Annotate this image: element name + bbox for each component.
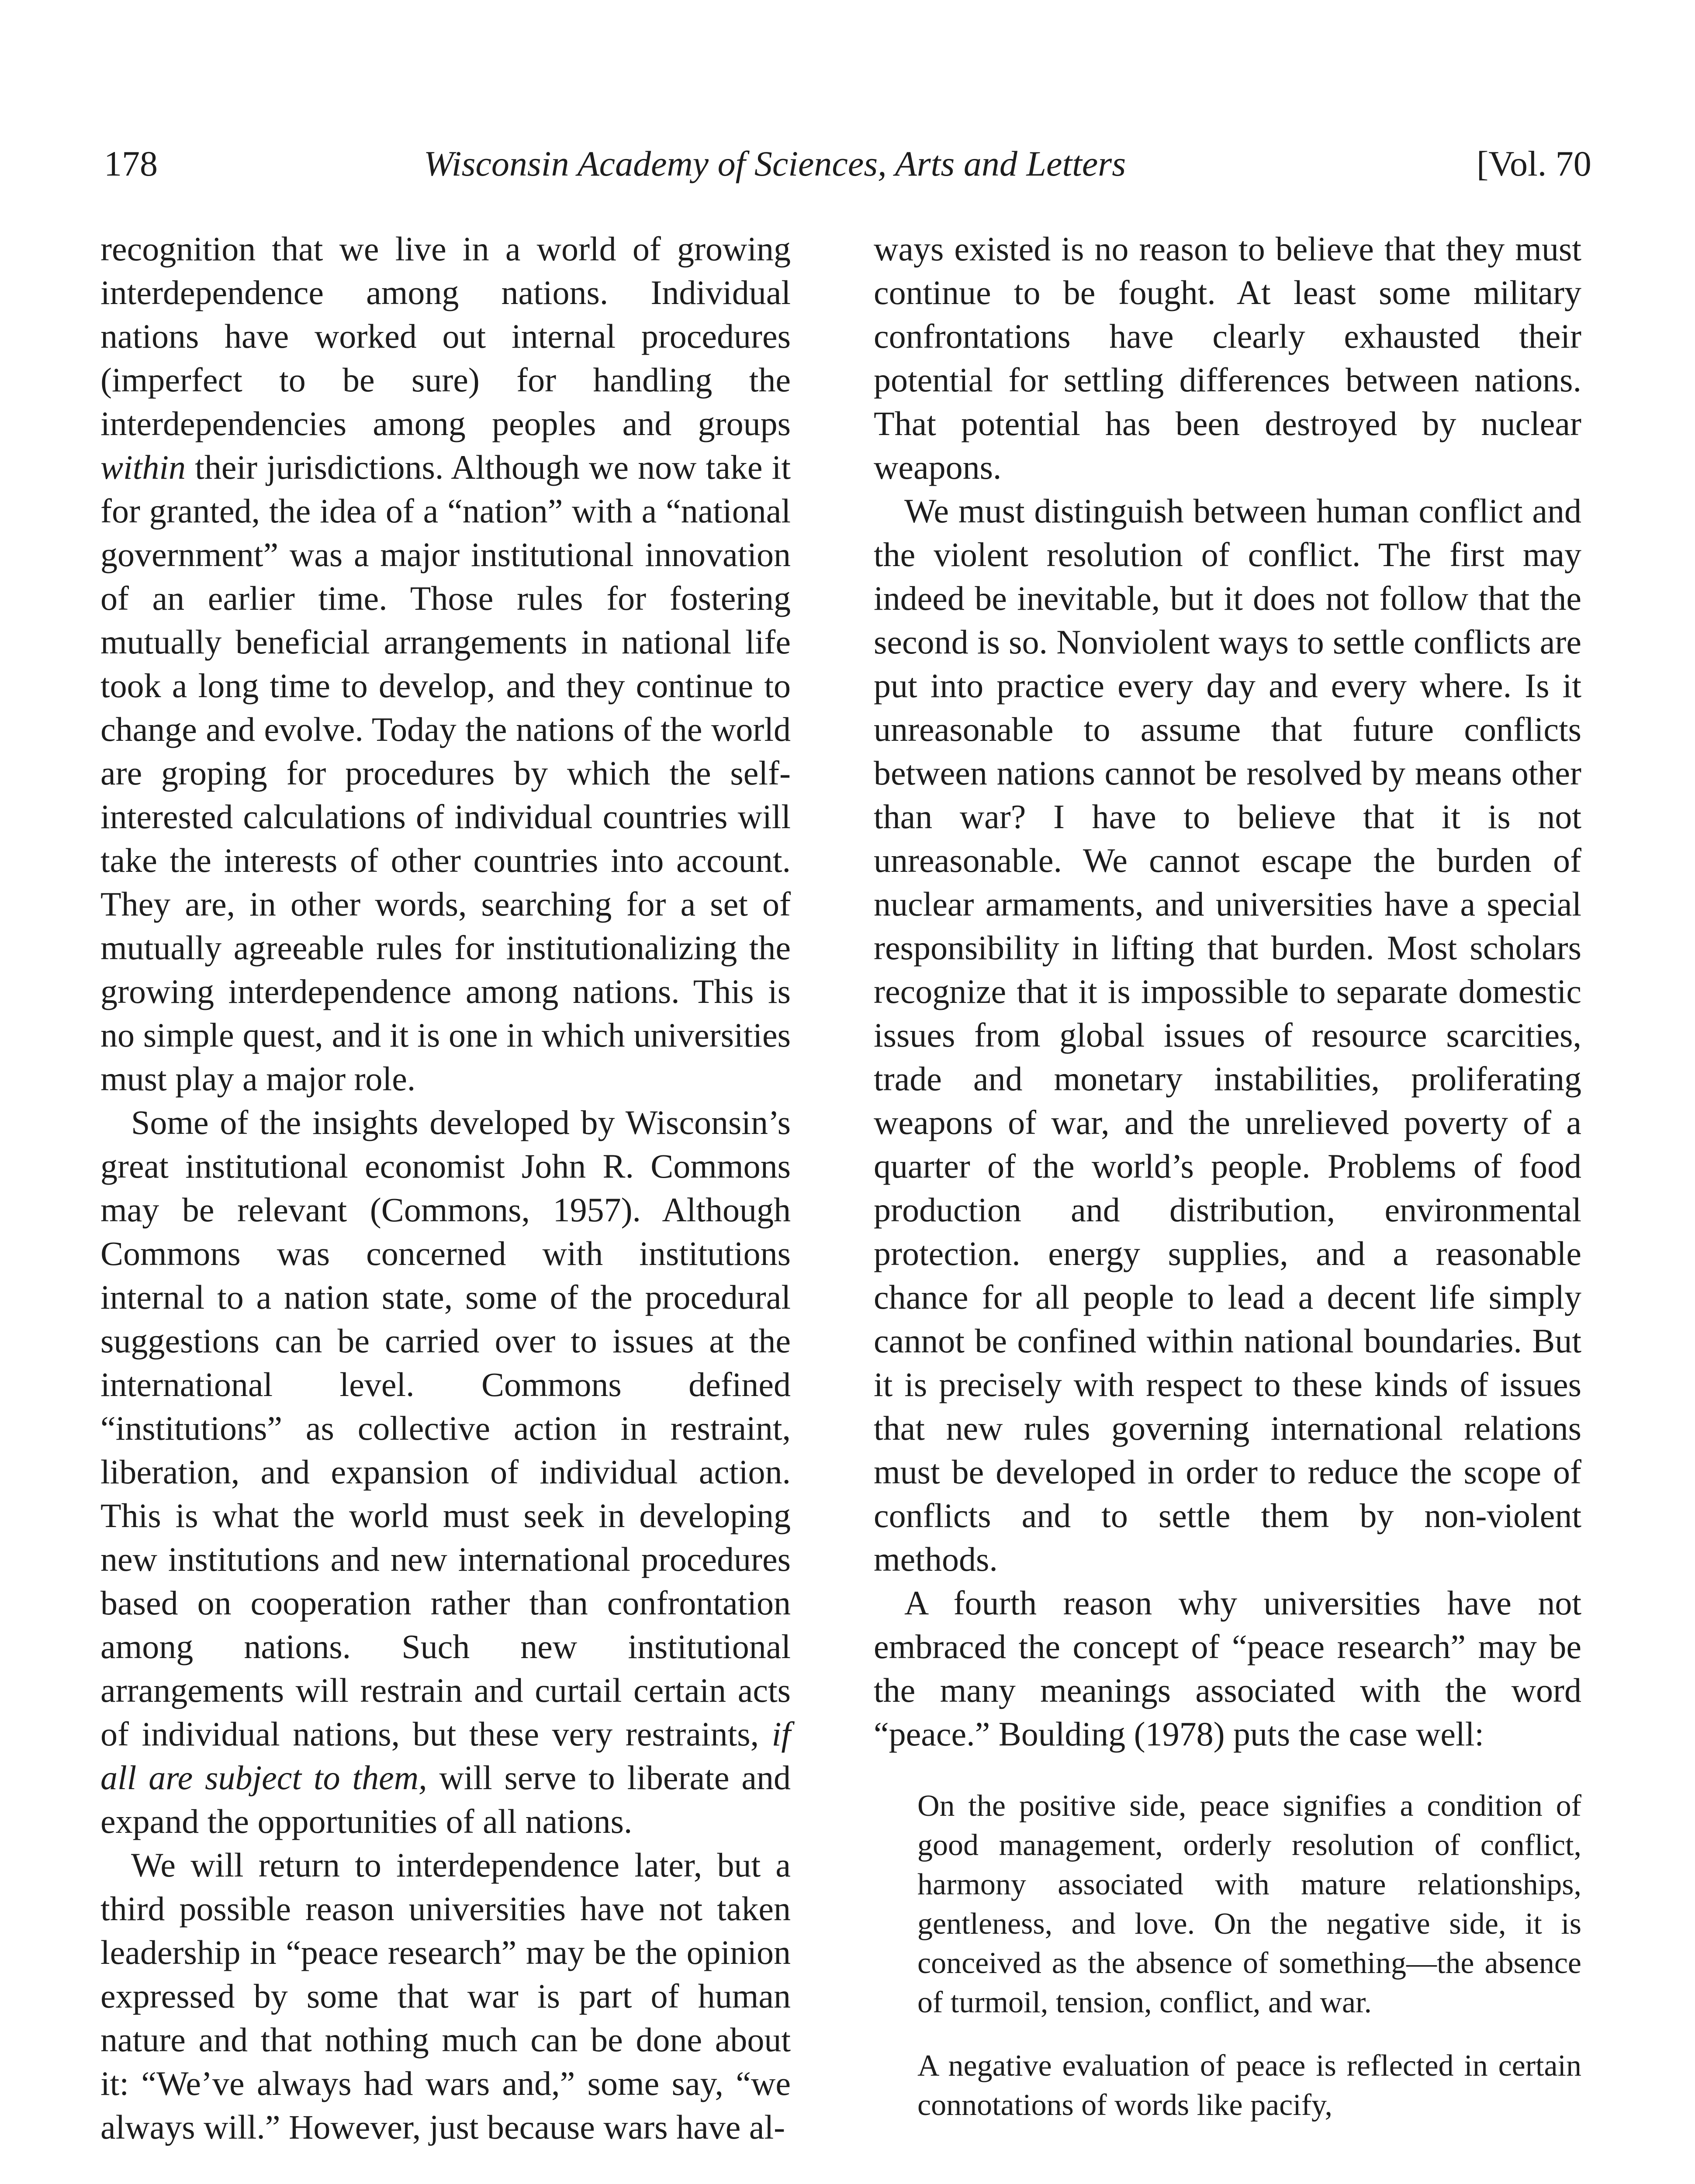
block-quote-continuation: A negative evaluation of peace is reflected in certain connotations of words like pacify,: [917, 2049, 1581, 2122]
paragraph: A fourth reason why universities have not embraced the concept of “peace research” may be the many meanings associated with the word “peace.” Boulding (1978) puts the case well:: [874, 1584, 1581, 1753]
page-number: 178: [104, 144, 158, 183]
volume-label: [Vol. 70: [1477, 144, 1591, 183]
paragraph: We must distinguish between human conflict and the violent resolution of conflict. The first may indeed be inevitable, but it does not follow that the second is so. Nonviolent ways to settle conflicts are put into practice every day and every where. Is it unreasonable to assume that future conflicts between nations cannot be resolved by means other than war? I have to believe that it is not unreasonable. We cannot escape the burden of nuclear armaments, and universities have a special responsibility in lifting that burden. Most scholars recognize that it is impossible to separate domestic issues from global issues of resource scarcities, trade and monetary instabilities, proliferating weapons of war, and the unrelieved poverty of a quarter of the world’s people. Problems of food production and distribution, environmental protection. energy supplies, and a reasonable chance for all people to lead a decent life simply cannot be confined within national boundaries. But it is precisely with respect to these kinds of issues that new rules governing international relations must be developed in order to reduce the scope of conflicts and to settle them by non-violent methods.: [874, 492, 1581, 1578]
emphasis: within: [100, 448, 186, 486]
paragraph: recognition that we live in a world of growing interdependence among nations. Individual nations have worked out internal procedures (imperfect to be sure) for handling the interdependencies among peoples and groups within their jurisdictions. Although we now take it for granted, the idea of a “nation” with a “national government” was a major institutional innovation of an earlier time. Those rules for fostering mutually beneficial arrangements in national life took a long time to develop, and they continue to change and evolve. Today the nations of the world are groping for procedures by which the self-interested calculations of individual countries will take the interests of other countries into account. They are, in other words, searching for a set of mutually agreeable rules for institutionalizing the growing interdependence among nations. This is no simple quest, and it is one in which universities must play a major role.: [100, 230, 791, 1098]
paragraph: Some of the insights developed by Wisconsin’s great institutional economist John R. Commons may be relevant (Commons, 1957). Although Commons was concerned with institutions internal to a nation state, some of the procedural suggestions can be carried over to issues at the international level. Commons defined “institutions” as collective action in restraint, liberation, and expansion of individual action. This is what the world must seek in developing new institutions and new international procedures based on cooperation rather than confrontation among nations. Such new institutional arrangements will restrain and curtail certain acts of individual nations, but these very restraints, if all are subject to them, will serve to liberate and expand the opportunities of all nations.: [100, 1103, 791, 1840]
emphasis: if all are subject to them,: [100, 1715, 791, 1797]
right-column: [874, 227, 1581, 2125]
paragraph: ways existed is no reason to believe that they must continue to be fought. At least some military confrontations have clearly exhausted their potential for settling differences between nations. That potential has been destroyed by nuclear weapons.: [874, 230, 1581, 486]
block-quote: On the positive side, peace signifies a condition of good management, orderly resolution of conflict, harmony associated with mature relationships, gentleness, and love. On the negative side, it is conceived as the absence of something—the absence of turmoil, tension, conflict, and war.: [917, 1789, 1581, 2019]
paragraph: We will return to interdependence later, but a third possible reason universities have not taken leadership in “peace research” may be the opinion expressed by some that war is part of human nature and that nothing much can be done about it: “We’ve always had wars and,” some say, “we always will.” However, just because wars have al-: [100, 1846, 791, 2146]
running-title: Wisconsin Academy of Sciences, Arts and Letters: [424, 144, 1126, 183]
page-header: [0, 131, 1695, 197]
left-column: [100, 227, 791, 2149]
